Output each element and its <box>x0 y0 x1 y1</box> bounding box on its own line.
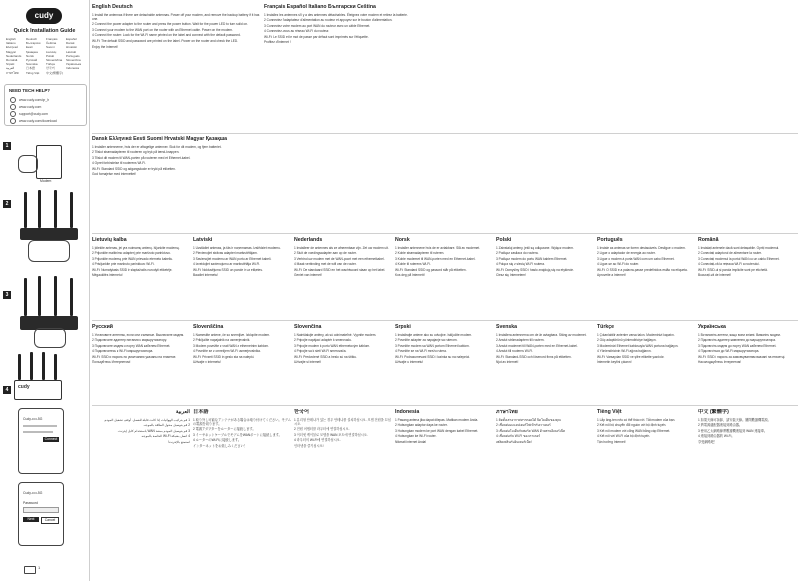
instruction-paragraph: 4 Kết nối với Wi-Fi của bộ định tuyến. <box>597 434 651 439</box>
instruction-paragraph: 1 Installer antennerne, hvis der er aftagelige antenner. Sluk for dit modem, og fjern batteriet. <box>92 144 222 149</box>
instruction-paragraph: 4 Povežite se z omrežjem Wi-Fi usmerjevalnika. <box>193 349 261 354</box>
guide-title: Quick Installation Guide <box>13 28 76 34</box>
instruction-paragraph: Wi-Fi: Noklusējuma SSID un parole ir uz etiķetes. <box>193 267 263 272</box>
instruction-paragraph: 3 Prijunkite modemą prie WAN prievado eterneto kabeliu. <box>92 256 174 261</box>
instruction-paragraph: Wi-Fi: Standard-SSID och lösenord finns på etiketten. <box>496 354 572 359</box>
cancel-button[interactable]: Cancel <box>41 517 59 524</box>
instruction-paragraph: 2 Podłącz zasilacz do routera. <box>496 251 539 256</box>
section-title: Українська <box>698 324 726 330</box>
instruction-paragraph: 3 Modem povežite z vrati WAN z ethernetnim kablom. <box>193 343 269 348</box>
instruction-paragraph: 1 Instalați antenele dacă sunt detașabile. Opriți modemul. <box>698 245 780 250</box>
language-index-item[interactable]: Svenska <box>26 62 38 67</box>
language-index-item[interactable]: Slovenčina <box>66 58 81 63</box>
language-grid <box>92 0 798 581</box>
instruction-paragraph: 3 Kết nối modem với cổng WAN bằng cáp Ethernet. <box>597 428 671 433</box>
instruction-paragraph: Geniet van internet! <box>294 273 322 278</box>
router-illustration <box>14 190 84 265</box>
antenna <box>38 276 41 316</box>
instruction-paragraph: Uživajte v internetu! <box>193 360 221 365</box>
language-index-item[interactable]: Español <box>66 37 77 41</box>
language-section <box>193 237 291 317</box>
language-index-item[interactable]: 日本語 <box>26 66 36 71</box>
language-index-item[interactable]: Türkçe <box>46 62 56 67</box>
antenna <box>24 278 27 316</box>
instruction-paragraph: 4 連接到路由器的 Wi-Fi。 <box>698 434 735 439</box>
language-index-item[interactable]: ภาษาไทย <box>6 70 19 75</box>
instruction-paragraph: 1 Installera antennerna om de är avtagbara. Stäng av modemet. <box>496 332 587 337</box>
instruction-paragraph: 4 Ligue-se ao Wi-Fi do router. <box>597 262 639 267</box>
instruction-paragraph: 3 イーサネットケーブルでモデムをWANポートに接続します。 <box>193 432 282 437</box>
language-section <box>597 324 695 402</box>
instruction-paragraph: 3 Підключіть модем до порту WAN кабелем Ethernet. <box>698 343 777 348</box>
instruction-paragraph: 1 Установите антенны, если они съемные. Выключите модем. <box>92 332 185 337</box>
instruction-paragraph: Wi-Fi: Podrazumevani SSID i lozinka su na nalepnici. <box>395 354 471 359</box>
instruction-paragraph: 4 Connect the router: Look for the Wi-Fi name printed on the label and connect with the default password. <box>92 33 241 38</box>
language-index-item[interactable]: Қазақша <box>26 49 38 54</box>
instruction-paragraph: Aproveite a Internet! <box>597 273 626 278</box>
instruction-paragraph: 인터넷을 즐기십시오! <box>294 443 324 448</box>
instruction-paragraph: 3 Podłącz modem do portu WAN kablem Ethernet. <box>496 256 568 261</box>
language-index-item[interactable]: 한국어 <box>46 66 55 71</box>
instruction-paragraph: 3 เชื่อมต่อโมเด็มกับพอร์ต WAN ด้วยสายอีเธอร์เน็ต <box>496 428 566 433</box>
instruction-paragraph: 1 قم بتركيب الهوائيات إذا كانت قابلة للفصل. أوقف تشغيل المودم. <box>103 417 190 422</box>
instruction-paragraph: 3 Modeminizi Ethernet kablosuyla WAN portuna bağlayın. <box>597 343 679 348</box>
instruction-paragraph: Wi-Fi: Numatytasis SSID ir slaptažodis nurodyti etiketėje. <box>92 267 173 272</box>
language-index-item[interactable]: Nederlands <box>6 53 22 58</box>
language-section <box>92 237 190 317</box>
download-icon <box>10 118 16 124</box>
instruction-paragraph: Užívajte si internet! <box>294 360 322 365</box>
instruction-paragraph: 1 Namestite antene, če so snemljive. Izklopite modem. <box>193 332 271 337</box>
antenna <box>54 190 57 228</box>
instruction-paragraph: 1 Pasang antena jika dapat dilepas. Matikan modem Anda. <box>395 417 479 422</box>
instruction-paragraph: 4 Anslut till routerns Wi-Fi. <box>496 349 534 354</box>
wifi-name: Cudy-••••-5G <box>23 417 43 421</box>
instruction-paragraph: Baudiet internetu! <box>193 273 218 278</box>
instruction-paragraph: 3 قم بتوصيل المودم بمنفذ WAN باستخدام كابل إيثرنت. <box>117 428 190 433</box>
instruction-paragraph: 2 Connect the power adapter to the router and press the power button. Wait for the power LED to turn solid on. <box>92 22 248 27</box>
section-title: Lietuvių kalba <box>92 237 127 243</box>
language-index-item[interactable]: Čeština <box>46 41 57 46</box>
power-cable <box>18 155 38 173</box>
instruction-paragraph: 享受網路吧！ <box>698 439 718 444</box>
instruction-paragraph: 3 Pripojte modem k portu WAN ethernetovým káblom. <box>294 343 371 348</box>
instruction-paragraph: 3 Подключите модем к порту WAN кабелем Ethernet. <box>92 343 171 348</box>
section-title: Français Español Italiano Български Čeština <box>264 4 376 10</box>
language-index-item[interactable]: Dansk <box>66 41 75 46</box>
instruction-paragraph: 4 Connectez-vous au réseau Wi-Fi du routeur. <box>264 29 330 34</box>
instruction-paragraph: 1 Çıkarılabilir antenler varsa takın. Modeminizi kapatın. <box>597 332 675 337</box>
section-title: Nederlands <box>294 237 323 243</box>
instruction-paragraph: 2 Sluit de voedingsadapter aan op de router. <box>294 251 357 256</box>
instruction-paragraph: 4 Izveidojiet savienojumu ar maršrutētāja Wi-Fi. <box>193 262 261 267</box>
instruction-paragraph: 4 Підключіться до Wi-Fi маршрутизатора. <box>698 349 760 354</box>
section-title: Tiếng Việt <box>597 409 622 415</box>
language-index-item[interactable]: العربية <box>6 66 15 71</box>
language-section <box>92 409 190 575</box>
language-section <box>698 237 794 317</box>
section-title: Slovenščina <box>193 324 224 330</box>
language-section <box>496 237 594 317</box>
section-title: English Deutsch <box>92 4 133 10</box>
instruction-paragraph: 3 Savienojiet modemu ar WAN portu ar Ethernet kabeli. <box>193 256 272 261</box>
language-index-item[interactable]: 中文(繁體字) <box>46 70 63 75</box>
instruction-paragraph: 2 Anslut strömadaptern till routern. <box>496 338 545 343</box>
section-title: ภาษาไทย <box>496 409 518 415</box>
section-title: Norsk <box>395 237 410 243</box>
language-section <box>698 324 794 402</box>
instruction-paragraph: 2 قم بتوصيل محول الطاقة بالموجه. <box>143 423 190 428</box>
step-number: 2 <box>3 200 11 208</box>
instruction-paragraph: 1 분리형 안테나가 있는 경우 안테나를 설치하십시오. 모뎀 전원을 끄십시오. <box>294 417 391 426</box>
instruction-paragraph: Wi-Fi: Le SSID et le mot de passe par défaut sont imprimés sur l'étiquette. <box>264 34 369 39</box>
instruction-paragraph: Uživajte u internetu! <box>395 360 424 365</box>
wifi-list-row <box>23 425 57 427</box>
instruction-paragraph: 2 Priključite napajalnik na usmerjevalnik. <box>193 338 251 343</box>
instruction-paragraph: 3 Verbind uw modem met de WAN-poort met een ethernetkabel. <box>294 256 385 261</box>
language-section <box>395 237 493 317</box>
language-index-item[interactable]: Suomi <box>46 45 55 50</box>
instruction-paragraph: 4 اتصل بشبكة Wi-Fi الخاصة بالموجه. <box>141 434 190 439</box>
language-index-item[interactable]: English <box>6 37 16 41</box>
tech-help-title: NEED TECH HELP? <box>9 88 50 93</box>
language-index-item[interactable]: Română <box>6 58 18 63</box>
help-link-text: support@cudy.com <box>19 111 49 116</box>
language-section <box>395 409 493 575</box>
router-body <box>14 380 62 400</box>
section-title: 한국어 <box>294 409 310 415</box>
section-title: Русский <box>92 324 113 330</box>
antenna <box>18 354 21 380</box>
instruction-paragraph: Wi-Fi: Standard SSID og adgangskode er trykt på etiketten. <box>92 166 176 171</box>
language-index-item[interactable]: Tiếng Việt <box>26 70 40 75</box>
instruction-paragraph: 4 Koble til ruterens Wi-Fi. <box>395 262 431 267</box>
antenna <box>42 352 45 380</box>
section-title: Indonesia <box>395 409 420 415</box>
instruction-paragraph: 1 如果天線可拆卸，請安裝天線。關閉數據機電源。 <box>698 417 771 422</box>
instruction-paragraph: 1 ติดตั้งเสาอากาศหากถอดได้ ปิดโมเด็มของคุณ <box>496 417 561 422</box>
next-button[interactable]: Next <box>23 517 39 522</box>
wifi-name: Cudy-••••-5G <box>23 491 43 495</box>
help-link-text: www.cudy.com/download <box>19 118 57 123</box>
language-index-item[interactable]: Ελληνικά <box>6 45 19 50</box>
instruction-paragraph: 1 Uzstādiet antenas, ja tās ir noņemamas. Izslēdziet modemu. <box>193 245 281 250</box>
instruction-paragraph: 1 Installer antennene hvis de er avtakbare. Slå av modemet. <box>395 245 481 250</box>
instruction-paragraph: 2 Conectați adaptorul de alimentare la router. <box>698 251 762 256</box>
instruction-paragraph: 2 Підключіть адаптер живлення до маршрутизатора. <box>698 338 776 343</box>
ethernet-cable <box>34 328 66 348</box>
language-index-item[interactable]: Português <box>66 53 80 58</box>
instruction-paragraph: 1 Installez les antennes s'il y a des antennes détachables. Éteignez votre modem et retirez la batterie. <box>264 12 408 17</box>
antenna <box>38 190 41 228</box>
language-index-item[interactable]: Indonesia <box>66 66 80 71</box>
page-icon <box>24 566 36 574</box>
instruction-paragraph: 2 Pripojte napájací adaptér k smerovaču. <box>294 338 352 343</box>
instruction-paragraph: เพลิดเพลินกับอินเทอร์เน็ต! <box>496 439 532 444</box>
mail-icon <box>10 111 16 117</box>
section-title: Română <box>698 237 719 243</box>
connect-button[interactable]: Connect <box>44 437 58 441</box>
instruction-paragraph: Bucurați-vă de internet! <box>698 273 731 278</box>
instruction-paragraph: 1 取り外し可能なアンテナがある場合は取り付けてください。モデムの電源を切ります。 <box>193 417 291 426</box>
instruction-paragraph: Wi-Fi: SSID-ul și parola implicite sunt pe etichetă. <box>698 267 768 272</box>
language-index-item[interactable]: Magyar <box>6 49 17 54</box>
instruction-paragraph: 3 Conectați modemul la portul WAN cu un cablu Ethernet. <box>698 256 780 261</box>
help-link-text: www.cudy.com/qr_h <box>19 97 50 102</box>
instruction-paragraph: 1 Instale as antenas se forem destacáveis. Desligue o modem. <box>597 245 686 250</box>
instruction-paragraph: 3 Anslut modemet till WAN-porten med en Ethernet-kabel. <box>496 343 578 348</box>
instruction-paragraph: Насолоджуйтесь Інтернетом! <box>698 360 742 365</box>
instruction-paragraph: 4 Yönlendiricinin Wi-Fi ağına bağlanın. <box>597 349 652 354</box>
password-label: Password <box>23 501 38 505</box>
instruction-paragraph: Пользуйтесь Интернетом! <box>92 360 131 365</box>
help-link-website[interactable] <box>10 104 41 110</box>
language-index-item[interactable]: Italiano <box>6 41 16 46</box>
instruction-paragraph: استمتع بالإنترنت! <box>167 439 190 444</box>
instruction-paragraph: Wi-Fi: Predvolené SSID a heslo sú na štítku. <box>294 354 357 359</box>
instruction-paragraph: 1 Įdiekite antenas, jei yra nuimamų antenų. Išjunkite modemą. <box>92 245 180 250</box>
section-title: Dansk Ελληνικά Eesti Suomi Hrvatski Magyar Қазақша <box>92 136 228 142</box>
language-index-item[interactable]: Eesti <box>26 45 33 50</box>
ethernet-cable <box>28 240 70 262</box>
help-link-email[interactable] <box>10 111 48 117</box>
page-number: 1 <box>38 565 41 570</box>
language-section <box>193 324 291 402</box>
instruction-paragraph: 4 Połącz się z siecią Wi-Fi routera. <box>496 262 545 267</box>
instruction-paragraph: Profitez d'Internet ! <box>264 40 291 45</box>
instruction-paragraph: 1 Instalirajte antene ako su odvojive. Isključite modem. <box>395 332 473 337</box>
instruction-paragraph: 1 Zainstaluj anteny, jeśli są odłączane. Wyłącz modem. <box>496 245 574 250</box>
language-index-item[interactable]: Français <box>46 37 58 41</box>
antenna <box>54 276 57 316</box>
instruction-paragraph: 4 Hubungkan ke Wi-Fi router. <box>395 434 437 439</box>
instruction-paragraph: Njut av internet! <box>496 360 519 365</box>
instruction-paragraph: Ciesz się Internetem! <box>496 273 526 278</box>
language-section <box>597 409 695 575</box>
brand-logo: cudy <box>26 8 62 24</box>
instruction-paragraph: 3 이더넷 케이블로 모뎀을 WAN 포트에 연결하십시오. <box>294 432 368 437</box>
instruction-paragraph: 3 Koble modemet til WAN-porten med en Ethernet-kabel. <box>395 256 476 261</box>
instruction-paragraph: Wi-Fi: O SSID e a palavra-passe predefinidos estão na etiqueta. <box>597 267 688 272</box>
instruction-paragraph: 3 Tilslut dit modem til WAN-porten på routeren med et Ethernet-kabel. <box>92 155 191 160</box>
section-title: Svenska <box>496 324 518 330</box>
language-section <box>294 409 392 575</box>
language-section <box>597 237 695 317</box>
modem-device <box>36 145 62 179</box>
help-link-text: www.cudy.com <box>19 104 42 109</box>
left-panel <box>0 0 90 581</box>
instruction-paragraph: Tận hưởng Internet! <box>597 439 626 444</box>
password-input[interactable] <box>23 507 59 513</box>
instruction-paragraph: 4 Подключитесь к Wi-Fi маршрутизатора. <box>92 349 154 354</box>
phone-wifi-list <box>18 408 64 474</box>
section-title: Latviski <box>193 237 213 243</box>
language-index-item[interactable]: Hrvatski <box>66 45 77 50</box>
instruction-paragraph: 1 Nainštalujte antény, ak sú odnímateľné. Vypnite modem. <box>294 332 377 337</box>
language-index <box>6 37 86 75</box>
language-section <box>92 136 794 230</box>
antenna <box>24 192 27 228</box>
instruction-paragraph: Wi-Fi: Varsayılan SSID ve şifre etikette yazılıdır. <box>597 354 665 359</box>
instruction-paragraph: 4 Opret forbindelse til routerens Wi-Fi. <box>92 161 146 166</box>
section-title: Polski <box>496 237 512 243</box>
step-number: 1 <box>3 142 11 150</box>
instruction-paragraph: 2 Pievienojiet strāvas adapteri maršrutētājam. <box>193 251 258 256</box>
antenna <box>70 278 73 316</box>
instruction-paragraph: Enjoy the Internet! <box>92 44 118 49</box>
language-index-item[interactable]: Українська <box>66 62 82 67</box>
section-title: العربية <box>175 409 190 415</box>
instruction-paragraph: Wi-Fi: SSID и пароль по умолчанию указаны на этикетке. <box>92 354 177 359</box>
instruction-paragraph: 4 라우터의 Wi-Fi에 연결하십시오. <box>294 438 341 443</box>
router-brand: cudy <box>18 384 30 390</box>
instruction-paragraph: 1 Installeer de antennes als ze afneembaar zijn. Zet uw modem uit. <box>294 245 389 250</box>
antenna <box>70 192 73 228</box>
section-title: Srpski <box>395 324 411 330</box>
antenna <box>54 354 57 380</box>
instruction-paragraph: 4 Povežite se na Wi-Fi mrežu rutera. <box>395 349 447 354</box>
language-index-item[interactable]: Русский <box>26 58 38 63</box>
instruction-paragraph: 2 將電源適配器連接到路由器。 <box>698 423 743 428</box>
language-section <box>496 324 594 402</box>
wifi-list-row <box>23 431 53 433</box>
instruction-paragraph: 4 Prisijunkite prie maršruto parinktuvo Wi-Fi. <box>92 262 155 267</box>
instruction-paragraph: 4 Pripojte sa k sieti Wi-Fi smerovača. <box>294 349 347 354</box>
instruction-paragraph: 3 Connect your modem to the WAN port on the router with an Ethernet cable. Power on the modem. <box>92 27 233 32</box>
instruction-paragraph: Wi-Fi: Domyślny SSID i hasło znajdują się na etykiecie. <box>496 267 574 272</box>
instruction-paragraph: 2 เชื่อมต่ออะแดปเตอร์ไฟเข้ากับเราเตอร์ <box>496 423 551 428</box>
instruction-paragraph: 2 Tilslut strømadapteren til routeren og tryk på tænd-knappen. <box>92 150 180 155</box>
section-title: 日本語 <box>193 409 209 415</box>
section-title: 中文 (繁體字) <box>698 409 729 415</box>
instruction-paragraph: 4 Conectați-vă la rețeaua Wi-Fi a routerului. <box>698 262 760 267</box>
language-section <box>395 324 493 402</box>
help-link-download[interactable] <box>10 118 57 124</box>
help-link-support[interactable] <box>10 97 49 103</box>
language-index-item[interactable]: Slovenščina <box>46 58 63 63</box>
instruction-paragraph: İnternetin keyfini çıkarın! <box>597 360 632 365</box>
instruction-paragraph: Wi-Fi: The default SSID and password are printed on the label. Power on the router and check the LED. <box>92 38 239 43</box>
language-section <box>698 409 794 575</box>
instruction-paragraph: 2 Prijunkite maitinimo adapterį prie maršruto parinktuvo. <box>92 251 171 256</box>
instruction-paragraph: 3 Hubungkan modem ke port WAN dengan kabel Ethernet. <box>395 428 479 433</box>
instruction-paragraph: 4 ルーターのWi-Fiに接続します。 <box>193 438 242 443</box>
antenna <box>30 352 33 380</box>
instruction-paragraph: 4 เชื่อมต่อกับ Wi-Fi ของเราเตอร์ <box>496 434 541 439</box>
language-index-item[interactable]: Polski <box>46 53 55 58</box>
connect-illustration <box>14 352 84 552</box>
instruction-paragraph: Wi-Fi: Privzeti SSID in geslo sta na nalepki. <box>193 354 255 359</box>
section-title: Türkçe <box>597 324 615 330</box>
language-index-item[interactable]: Latviski <box>66 49 77 54</box>
language-index-item[interactable]: Български <box>26 41 41 46</box>
language-index-item[interactable]: Norsk <box>26 53 34 58</box>
modem-illustration <box>14 135 84 185</box>
instruction-paragraph: 2 Ligue o adaptador de energia ao router. <box>597 251 656 256</box>
instruction-paragraph: 2 Hubungkan adaptor daya ke router. <box>395 423 448 428</box>
language-section <box>92 324 190 402</box>
instruction-paragraph: Wi-Fi: De standaard SSID en het wachtwoord staan op het label. <box>294 267 386 272</box>
language-section <box>264 4 794 130</box>
instruction-paragraph: 2 電源アダプターをルーターに接続します。 <box>193 427 256 432</box>
instruction-paragraph: 2 전원 어댑터를 라우터에 연결하십시오. <box>294 427 350 432</box>
language-index-item[interactable]: Srpski <box>6 62 15 67</box>
step-number: 4 <box>3 386 11 394</box>
instruction-paragraph: 3 Connectez votre modem au port WAN du routeur avec un câble Ethernet. <box>264 23 371 28</box>
language-section <box>294 324 392 402</box>
phone-password <box>18 482 64 546</box>
instruction-paragraph: 1 Встановіть антени, якщо вони знімні. Вимкніть модем. <box>698 332 781 337</box>
section-title: Português <box>597 237 623 243</box>
language-section <box>294 237 392 317</box>
instruction-paragraph: 3 使用乙太網路線將數據機連接到 WAN 連接埠。 <box>698 428 768 433</box>
instruction-paragraph: 2 Подключите адаптер питания к маршрутизатору. <box>92 338 167 343</box>
language-index-item[interactable]: Lietuvių <box>46 49 57 54</box>
instruction-paragraph: インターネットをお楽しみください！ <box>193 443 247 448</box>
instruction-paragraph: 2 Povežite adapter za napajanje sa ruterom. <box>395 338 458 343</box>
section-title: Slovenčina <box>294 324 322 330</box>
instruction-paragraph: Wi-Fi: Standard SSID og passord står på etiketten. <box>395 267 467 272</box>
language-section <box>193 409 291 575</box>
tech-help-box <box>4 84 87 126</box>
router-body <box>20 228 78 240</box>
instruction-paragraph: 1 Install the antennas if there are detachable antennas. Power off your modem, and remove the backup battery if it has one. <box>92 12 260 21</box>
instruction-paragraph: 2 Güç adaptörünü yönlendiriciye bağlayın. <box>597 338 657 343</box>
instruction-paragraph: 2 Kết nối bộ chuyển đổi nguồn với bộ định tuyến. <box>597 423 667 428</box>
instruction-paragraph: 3 Ligue o modem à porta WAN com um cabo Ethernet. <box>597 256 675 261</box>
instruction-paragraph: Kos deg på Internett! <box>395 273 425 278</box>
globe-icon <box>10 104 16 110</box>
language-section <box>92 4 262 130</box>
instruction-paragraph: 4 Maak verbinding met de wifi van de router. <box>294 262 357 267</box>
instruction-paragraph: 2 Koble strømadapteren til ruteren. <box>395 251 445 256</box>
modem-label: Modem <box>40 179 52 183</box>
router-ports-illustration <box>14 272 84 352</box>
instruction-paragraph: Wi-Fi: SSID і пароль за замовчуванням вказані на етикетці. <box>698 354 786 359</box>
instruction-paragraph: 3 Povežite modem sa WAN portom Ethernet kablom. <box>395 343 470 348</box>
language-index-item[interactable]: Deutsch <box>26 37 38 41</box>
instruction-paragraph: Nikmati internet Anda! <box>395 439 427 444</box>
language-section <box>496 409 594 575</box>
instruction-paragraph: God fornøjelse med internettet! <box>92 172 136 177</box>
instruction-paragraph: Mėgaukitės internetu! <box>92 273 123 278</box>
step-number: 3 <box>3 291 11 299</box>
instruction-paragraph: 2 Connectez l'adaptateur d'alimentation au routeur et appuyez sur le bouton d'alimentation. <box>264 18 393 23</box>
instruction-paragraph: 1 Lắp ăng-ten nếu có thể tháo rời. Tắt modem của bạn. <box>597 417 676 422</box>
globe-icon <box>10 97 16 103</box>
